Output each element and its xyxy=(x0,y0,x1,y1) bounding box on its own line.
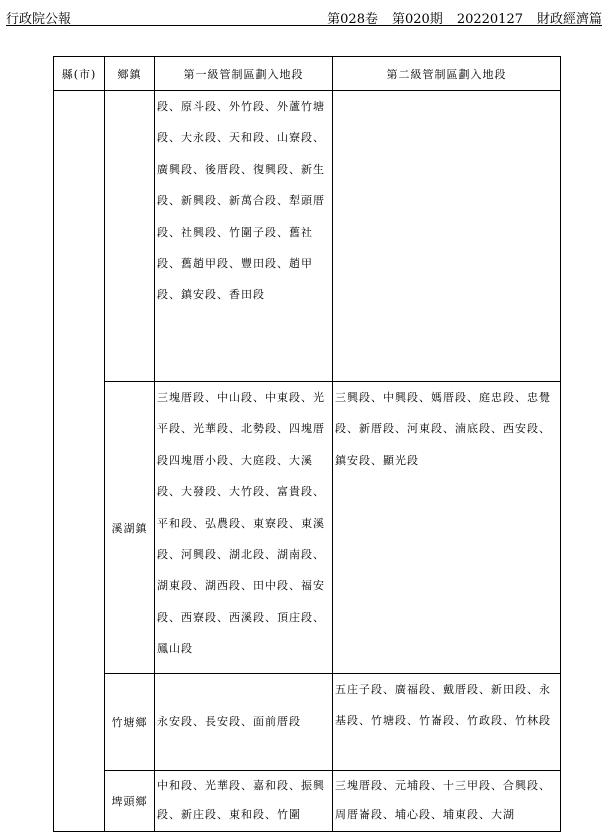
issue-number: 第020期 xyxy=(391,12,443,27)
town-cell xyxy=(105,91,155,382)
level1-sections-cell: 永安段、長安段、面前厝段 xyxy=(155,674,333,771)
column-header-level2: 第二級管制區劃入地段 xyxy=(333,57,561,91)
level2-sections-cell: 三興段、中興段、媽厝段、庭忠段、忠覺段、新厝段、河東段、湳底段、西安段、鎮安段、顯光段 xyxy=(333,382,561,674)
level2-sections-cell xyxy=(333,91,561,382)
level1-sections-cell: 中和段、光華段、嘉和段、振興段、新庄段、東和段、竹圍 xyxy=(155,771,333,832)
town-cell: 埤頭鄉 xyxy=(105,771,155,832)
table-row xyxy=(54,91,561,382)
issue-date: 20220127 xyxy=(456,12,523,27)
town-cell: 溪湖鎮 xyxy=(105,382,155,674)
column-header-county: 縣(市) xyxy=(54,57,105,91)
table-header-row xyxy=(54,57,561,91)
land-section-table xyxy=(53,56,561,832)
town-cell: 竹塘鄉 xyxy=(105,674,155,771)
column-header-town: 鄉鎮 xyxy=(105,57,155,91)
column-header-level1: 第一級管制區劃入地段 xyxy=(155,57,333,91)
table-row xyxy=(54,382,561,674)
level2-sections-cell: 五庄子段、廣福段、戴厝段、新田段、永基段、竹塘段、竹崙段、竹政段、竹林段 xyxy=(333,674,561,771)
header-divider xyxy=(6,25,602,26)
level2-sections-cell: 三塊厝段、元埔段、十三甲段、合興段、周厝崙段、埔心段、埔東段、大湖 xyxy=(333,771,561,832)
publisher-name: 行政院公報 xyxy=(6,12,72,27)
volume-number: 第028卷 xyxy=(327,12,378,27)
county-cell xyxy=(54,91,105,832)
section-name: 財政經濟篇 xyxy=(536,12,602,27)
table-row xyxy=(54,771,561,832)
level1-sections-cell: 段、原斗段、外竹段、外蘆竹塘段、大永段、天和段、山寮段、廣興段、後厝段、復興段、新生段、新興段、新萬合段、犁頭厝段、社興段、竹圍子段、舊社段、舊趙甲段、豐田段、趙甲段、鎮安段、香田段 xyxy=(155,91,333,382)
page-header xyxy=(6,4,602,26)
table-row xyxy=(54,674,561,771)
level1-sections-cell: 三塊厝段、中山段、中東段、光平段、光華段、北勢段、四塊厝段四塊厝小段、大庭段、大溪段、大發段、大竹段、富貴段、平和段、弘農段、東寮段、東溪段、河興段、湖北段、湖南段、湖東段、湖西段、田中段、福安段、西寮段、西溪段、頂庄段、鳳山段 xyxy=(155,382,333,674)
